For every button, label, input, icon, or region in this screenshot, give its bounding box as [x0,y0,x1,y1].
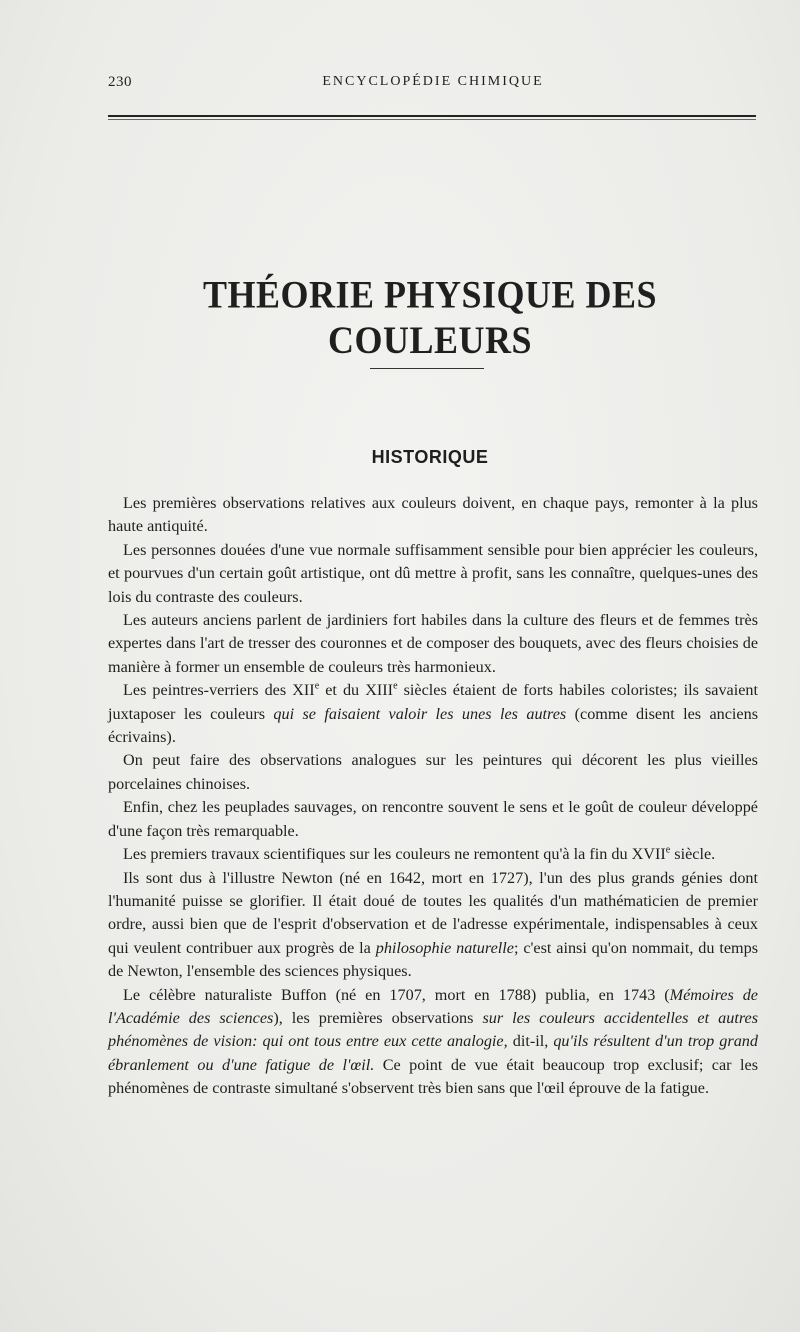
paragraph-4-italic: qui se faisaient valoir les unes les autres [273,704,567,723]
paragraph-4-part-c: siècles étaient de forts habiles coloristes; ils savaient juxtaposer les couleurs [108,681,758,723]
paragraph-9-italic-1: Mémoires de l'Académie des sciences [108,985,758,1027]
paragraph-6: Enfin, chez les peuplades sauvages, on rencontre souvent le sens et le goût de couleur développé d'une façon très remarquable. [108,798,758,840]
paragraph-4-part-b: et du XIII [319,681,394,700]
paragraph-2: Les personnes douées d'une vue normale suffisamment sensible pour bien apprécier les couleurs, et pourvues d'un certain goût artistique, ont dû mettre à profit, sans les connaître, quelques-unes des lois du contraste des couleurs. [108,540,758,606]
paragraph-7 [108,843,758,866]
page-number: 230 [108,74,132,90]
paragraph-9-part-b: ), les premières observations [273,1008,483,1027]
paragraph-9-italic-2: sur les couleurs accidentelles et autres phénomènes de vision: qui ont tous entre eux cette analogie, [108,1008,758,1051]
chapter-title: THÉORIE PHYSIQUE DES COULEURS [202,273,658,362]
paragraph-9-part-a: Le célèbre naturaliste Buffon (né en 1707, mort en 1788) publia, en 1743 ( [123,985,670,1004]
paragraph-4 [108,679,758,749]
paragraph-7-part-a: Les premiers travaux scientifiques sur les couleurs ne remontent qu'à la fin du XVII [123,845,666,864]
paragraph-4-part-a: Les peintres-verriers des XII [123,681,315,700]
running-title: ENCYCLOPÉDIE CHIMIQUE [322,74,544,89]
superscript-e: e [665,844,671,856]
paragraph-8-part-a: Ils sont dus à l'illustre Newton (né en 1642, mort en 1727), l'un des plus grands génies dont l'humanité puisse se glorifier. Il était doué de toutes les qualités d'un mathématicien de premier ordre, aussi bien que de l'esprit d'observation et de l'adresse expérimentale, indispensables à ceux qui veulent contribuer aux progrès de la [108,868,758,957]
paragraph-9-part-d: Ce point de vue était beaucoup trop exclusif; car les phénomènes de contraste simultané s'observent très bien sans que l'œil éprouve de la fatigue. [108,1055,758,1098]
header-rule-thin [108,119,756,120]
title-divider [370,368,484,369]
paragraph-3: Les auteurs anciens parlent de jardiniers fort habiles dans la culture des fleurs et de femmes très expertes dans l'art de tresser des couronnes et de composer des bouquets, avec des fleurs choisies de manière à former un ensemble de couleurs très harmonieux. [108,611,758,676]
paragraph-9 [108,984,758,1101]
paragraph-9-part-c: dit-il, [507,1032,554,1051]
superscript-e: e [393,680,398,692]
paragraph-5: On peut faire des observations analogues sur les peintures qui décorent les plus vieilles porcelaines chinoises. [108,751,758,793]
paragraph-8-italic: philosophie naturelle [375,938,514,957]
paragraph-8 [108,867,758,984]
paragraph-8-part-b: ; c'est ainsi qu'on nommait, du temps de Newton, l'ensemble des sciences physiques. [108,938,758,981]
superscript-e: e [314,680,320,692]
paragraph-9-italic-3: qu'ils résultent d'un trop grand ébranlement ou d'une fatigue de l'œil. [108,1032,758,1074]
page-header [108,74,758,96]
paragraph-4-part-d: (comme disent les anciens écrivains). [108,704,759,747]
header-rule [108,115,756,117]
section-heading: HISTORIQUE [371,447,489,467]
body-text [108,492,758,1101]
paragraph-1: Les premières observations relatives aux couleurs doivent, en chaque pays, remonter à la plus haute antiquité. [108,494,758,536]
paragraph-7-part-b: siècle. [670,845,716,864]
